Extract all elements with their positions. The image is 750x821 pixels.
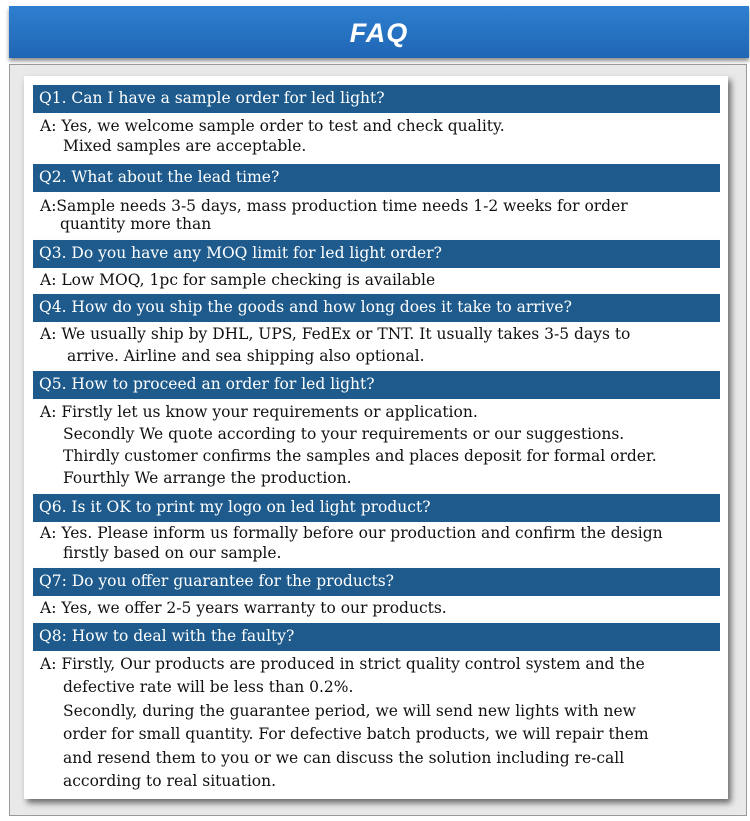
- page-title: FAQ: [349, 17, 409, 48]
- answer-line: Secondly, during the guarantee period, we will send new lights with new: [63, 702, 636, 720]
- answer-line: Thirdly customer confirms the samples and places deposit for formal order.: [63, 447, 657, 465]
- answer-line: A: Yes. Please inform us formally before our production and confirm the design: [40, 524, 663, 542]
- question-text-q5: Q5. How to proceed an order for led light?: [39, 375, 375, 393]
- answer-line: A: Yes, we welcome sample order to test and check quality.: [40, 117, 505, 135]
- answer-line: A: Yes, we offer 2-5 years warranty to our products.: [40, 599, 447, 617]
- answer-line: A:Sample needs 3-5 days, mass production time needs 1-2 weeks for order: [40, 197, 628, 215]
- question-text-q1: Q1. Can I have a sample order for led light?: [39, 89, 385, 107]
- answer-line: order for small quantity. For defective batch products, we will repair them: [63, 725, 649, 743]
- answer-line: according to real situation.: [63, 772, 277, 790]
- question-text-q4: Q4. How do you ship the goods and how long does it take to arrive?: [39, 298, 572, 316]
- question-text-q3: Q3. Do you have any MOQ limit for led light order?: [39, 244, 442, 262]
- answer-line: arrive. Airline and sea shipping also optional.: [67, 347, 425, 365]
- answer-line: defective rate will be less than 0.2%.: [63, 678, 354, 696]
- answer-line: Fourthly We arrange the production.: [63, 469, 352, 487]
- question-text-q8: Q8: How to deal with the faulty?: [39, 627, 295, 645]
- answer-line: A: Firstly let us know your requirements or application.: [40, 403, 478, 421]
- answer-line: quantity more than: [60, 215, 212, 233]
- answer-line: A: Firstly, Our products are produced in strict quality control system and the: [40, 655, 645, 673]
- answer-line: A: Low MOQ, 1pc for sample checking is available: [40, 271, 436, 289]
- answer-line: Mixed samples are acceptable.: [63, 137, 307, 155]
- question-text-q7: Q7: Do you offer guarantee for the products?: [39, 572, 394, 590]
- answer-line: firstly based on our sample.: [63, 544, 282, 562]
- answer-line: and resend them to you or we can discuss the solution including re-call: [63, 749, 625, 767]
- question-text-q6: Q6. Is it OK to print my logo on led light product?: [39, 498, 431, 516]
- question-text-q2: Q2. What about the lead time?: [39, 168, 280, 186]
- answer-line: Secondly We quote according to your requirements or our suggestions.: [63, 425, 625, 443]
- faq-header-banner: [9, 6, 749, 58]
- answer-line: A: We usually ship by DHL, UPS, FedEx or TNT. It usually takes 3-5 days to: [40, 325, 631, 343]
